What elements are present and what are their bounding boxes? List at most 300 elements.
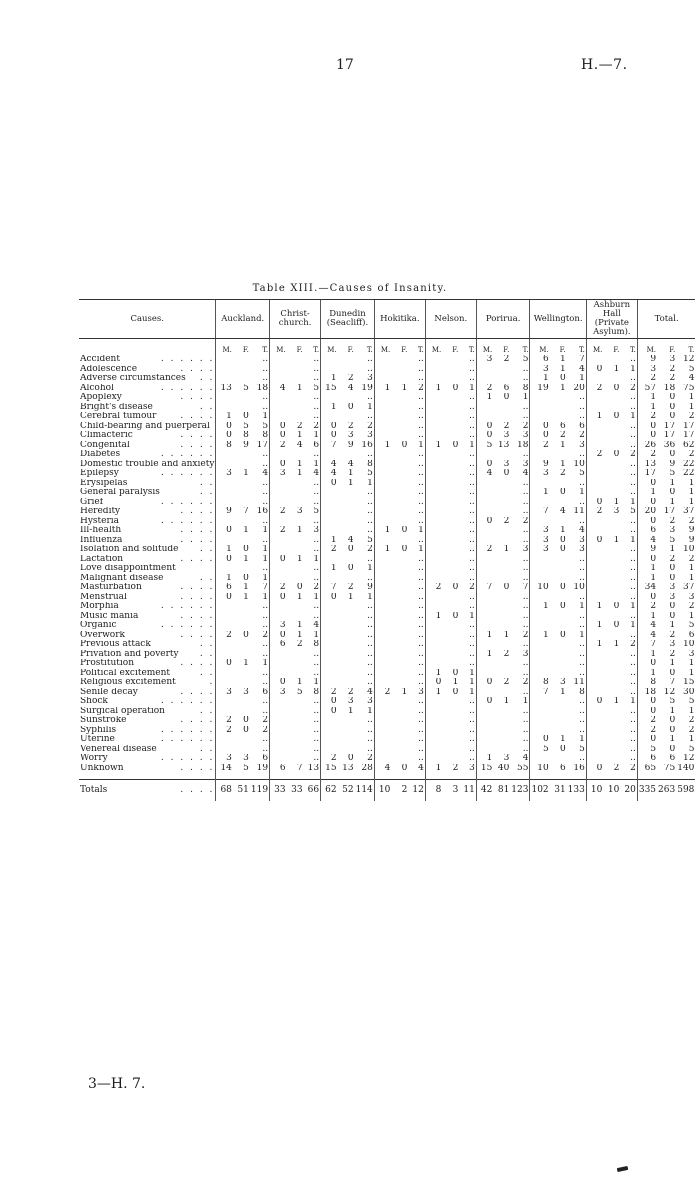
table-cell: 1 <box>367 706 373 716</box>
table-cell: 0 <box>503 469 510 478</box>
table-cell <box>391 574 408 584</box>
table-cell <box>493 659 510 669</box>
table-cell <box>603 688 620 698</box>
table-cell: 1 <box>243 592 249 602</box>
table-cell <box>425 460 442 470</box>
table-cell: 1 <box>669 735 676 744</box>
table-cell <box>391 678 408 688</box>
table-cell <box>321 412 338 422</box>
table-cell: 8 <box>313 640 320 649</box>
table-cell: 3 <box>579 440 585 450</box>
table-cell: .. <box>367 393 373 402</box>
table-cell: 1 <box>688 668 695 678</box>
table-row <box>79 754 695 764</box>
table-cell <box>233 450 250 460</box>
table-cell: 17 <box>663 431 676 440</box>
table-cell: 34 <box>637 583 657 593</box>
table-cell <box>493 498 510 508</box>
table-cell: 0 <box>216 431 233 441</box>
table-cell: 7 <box>296 763 303 773</box>
leader-dots: . . . . <box>180 716 215 725</box>
leader-dots: . . . . <box>180 526 215 535</box>
table-cell <box>321 355 338 365</box>
table-cell: .. <box>522 364 529 374</box>
table-cell: 5 <box>579 469 585 478</box>
table-cell: .. <box>418 374 424 383</box>
table-cell <box>476 555 493 565</box>
table-cell <box>442 716 459 726</box>
table-cell: .. <box>469 364 475 374</box>
table-cell: 15 <box>321 764 338 774</box>
table-cell: .. <box>418 668 424 678</box>
table-cell: 6 <box>262 687 269 697</box>
table-cell: 0 <box>637 593 657 603</box>
table-cell: 1 <box>243 469 249 478</box>
table-cell: 2 <box>367 545 373 554</box>
table-cell: .. <box>313 744 320 754</box>
table-cell: 1 <box>613 535 620 545</box>
table-cell: .. <box>469 412 475 421</box>
subheader-label: M. <box>374 339 391 356</box>
table-cell <box>603 574 620 584</box>
table-cell <box>425 574 442 584</box>
table-cell <box>270 545 287 555</box>
table-cell: .. <box>418 725 424 735</box>
table-row <box>79 469 695 479</box>
cause-name: Organic <box>80 621 117 630</box>
table-cell <box>442 621 459 631</box>
table-cell: 1 <box>262 592 269 602</box>
table-cell <box>374 726 391 736</box>
table-cell <box>425 422 442 432</box>
table-cell: 3 <box>270 621 287 631</box>
table-cell: .. <box>469 592 475 602</box>
table-cell: .. <box>469 459 475 469</box>
table-cell: 0 <box>243 630 249 640</box>
table-cell: 0 <box>270 678 287 688</box>
table-cell <box>530 479 550 489</box>
table-cell: .. <box>418 697 424 706</box>
table-cell <box>442 488 459 498</box>
table-cell <box>321 621 338 631</box>
table-cell: 5 <box>669 535 676 545</box>
table-cell: 3 <box>522 459 529 469</box>
table-cell <box>374 574 391 584</box>
table-cell <box>391 602 408 612</box>
table-cell: 2 <box>452 763 459 773</box>
table-cell: 0 <box>669 716 676 725</box>
table-cell <box>442 593 459 603</box>
leader-dots: . . . . <box>180 507 215 516</box>
table-cell <box>270 659 287 669</box>
table-cell <box>586 564 603 574</box>
table-cell <box>321 498 338 508</box>
table-cell <box>550 450 567 460</box>
table-cell: 0 <box>243 725 249 735</box>
table-cell: 13 <box>342 763 354 773</box>
table-cell: 0 <box>637 431 657 441</box>
subheader-label: F. <box>296 345 303 354</box>
table-cell: 1 <box>262 412 269 421</box>
table-cell: .. <box>367 611 373 621</box>
subheader-label: T. <box>629 345 636 354</box>
table-cell: 55 <box>517 763 529 773</box>
table-cell <box>425 631 442 641</box>
table-cell <box>374 564 391 574</box>
table-cell <box>530 726 550 736</box>
table-cell: .. <box>522 412 529 421</box>
table-cell: 7 <box>579 355 585 364</box>
subheader-label: M. <box>476 339 493 356</box>
cause-name: Music mania <box>80 611 139 621</box>
table-cell <box>391 735 408 745</box>
table-cell: 6 <box>313 440 320 450</box>
table-cell <box>216 650 233 660</box>
table-cell: 1 <box>374 441 391 451</box>
cause-name: Influenza <box>80 535 123 545</box>
table-cell: 0 <box>586 536 603 546</box>
table-cell: .. <box>630 488 636 497</box>
table-cell <box>391 403 408 413</box>
table-cell <box>374 707 391 717</box>
table-cell: 14 <box>216 764 233 774</box>
table-cell <box>374 612 391 622</box>
table-cell: 11 <box>573 678 585 687</box>
table-cell: .. <box>418 678 424 687</box>
table-cell: 1 <box>469 687 475 697</box>
table-cell <box>338 640 355 650</box>
table-cell <box>603 374 620 384</box>
table-cell: .. <box>418 649 424 659</box>
table-cell: 1 <box>688 393 695 402</box>
table-cell <box>493 612 510 622</box>
table-cell <box>391 726 408 736</box>
table-cell: 2 <box>270 507 287 517</box>
table-cell <box>321 507 338 517</box>
table-cell: 2 <box>559 469 566 478</box>
cause-name: Congenital <box>80 440 130 450</box>
table-cell: 1 <box>347 478 354 488</box>
table-cell <box>391 469 408 479</box>
table-cell: 17 <box>663 421 676 431</box>
table-cell: 1 <box>469 440 475 450</box>
cause-label <box>79 669 216 679</box>
table-cell: 1 <box>313 678 320 687</box>
table-cell: .. <box>262 535 269 545</box>
table-cell: 28 <box>361 763 373 773</box>
table-cell: 1 <box>425 612 442 622</box>
cause-name: Lactation <box>80 554 124 564</box>
leader-dots: . . . . . . <box>160 469 215 478</box>
table-cell <box>442 735 459 745</box>
leader-dots: . . . . . . <box>160 383 215 393</box>
table-cell: .. <box>579 592 585 602</box>
table-cell: 8 <box>262 431 269 440</box>
table-cell: 3 <box>367 697 373 706</box>
table-cell <box>493 374 510 384</box>
table-cell: 0 <box>347 545 354 554</box>
table-cell: 2 <box>522 678 529 687</box>
table-cell: .. <box>313 697 320 706</box>
table-cell: .. <box>522 735 529 744</box>
table-cell: 0 <box>530 431 550 441</box>
totals-row <box>79 780 695 802</box>
totals-cell: 31 <box>550 780 567 802</box>
totals-cell: 3 <box>442 780 459 802</box>
table-cell: 9 <box>688 526 695 535</box>
table-cell: .. <box>313 725 320 735</box>
table-cell: 2 <box>367 421 373 431</box>
table-cell <box>270 697 287 707</box>
cause-name: Epilepsy <box>80 469 119 478</box>
table-cell: 1 <box>586 621 603 631</box>
table-cell <box>391 498 408 508</box>
table-cell: .. <box>418 516 424 526</box>
table-cell: .. <box>313 706 320 716</box>
table-cell: .. <box>418 640 424 649</box>
table-cell <box>550 612 567 622</box>
table-cell <box>321 365 338 375</box>
table-cell <box>493 412 510 422</box>
table-cell <box>391 754 408 764</box>
table-cell: .. <box>522 507 529 516</box>
table-cell <box>270 479 287 489</box>
table-cell <box>233 460 250 470</box>
table-cell: 7 <box>522 583 529 592</box>
table-cell <box>586 555 603 565</box>
table-cell: 10 <box>573 459 585 469</box>
table-row <box>79 678 695 688</box>
table-cell: .. <box>367 621 373 630</box>
table-cell: 0 <box>270 593 287 603</box>
table-cell: .. <box>418 431 424 440</box>
table-cell: 9 <box>243 440 249 450</box>
subheader-label: M. <box>425 339 442 356</box>
table-cell: 3 <box>243 687 249 697</box>
table-cell: 0 <box>216 526 233 536</box>
table-cell <box>338 659 355 669</box>
table-cell <box>586 707 603 717</box>
subheader-label: F. <box>452 345 459 354</box>
table-cell: 1 <box>367 592 373 602</box>
cause-label <box>79 526 216 536</box>
table-cell: .. <box>418 421 424 431</box>
cause-name: Privation and poverty <box>80 649 179 659</box>
table-cell: .. <box>522 640 529 649</box>
totals-cell: 20 <box>620 780 637 802</box>
table-cell: 3 <box>669 592 676 602</box>
table-row <box>79 697 695 707</box>
table-cell <box>233 602 250 612</box>
table-cell <box>287 650 304 660</box>
table-cell: 140 <box>677 763 695 773</box>
cause-name: Child-bearing and puerperal <box>80 421 210 431</box>
leader-dots: . . <box>199 488 215 497</box>
table-cell <box>442 650 459 660</box>
cause-label <box>79 412 216 422</box>
leader-dots: . . . . <box>180 659 215 668</box>
table-cell <box>476 602 493 612</box>
leader-dots: . <box>209 678 215 687</box>
table-cell: 5 <box>579 744 585 754</box>
table-cell: 1 <box>559 440 566 450</box>
table-cell <box>425 745 442 755</box>
table-cell: 2 <box>522 516 529 526</box>
table-cell: 57 <box>637 384 657 394</box>
table-cell <box>233 621 250 631</box>
table-cell: 65 <box>637 764 657 774</box>
table-cell: 0 <box>637 555 657 565</box>
table-cell: 1 <box>688 611 695 621</box>
table-cell <box>321 555 338 565</box>
table-cell: .. <box>418 611 424 621</box>
table-cell <box>391 612 408 622</box>
table-cell: 0 <box>270 431 287 441</box>
table-cell: 0 <box>270 555 287 565</box>
table-cell: 8 <box>522 383 529 393</box>
table-cell <box>287 355 304 365</box>
table-cell: .. <box>630 469 636 478</box>
cause-label <box>79 479 216 489</box>
table-cell <box>550 393 567 403</box>
table-cell: 2 <box>669 374 676 383</box>
table-cell: 1 <box>313 459 320 469</box>
cause-name: Worry <box>80 754 108 763</box>
table-cell <box>603 422 620 432</box>
table-cell <box>425 621 442 631</box>
table-cell <box>425 697 442 707</box>
cause-label <box>79 536 216 546</box>
table-cell: 0 <box>452 383 459 393</box>
leader-dots: . . . . <box>180 554 215 564</box>
table-cell <box>391 716 408 726</box>
table-cell <box>476 450 493 460</box>
table-cell <box>442 355 459 365</box>
table-cell: 0 <box>669 668 676 678</box>
table-cell <box>476 526 493 536</box>
totals-cell: 10 <box>374 780 391 802</box>
table-cell: 4 <box>418 763 424 773</box>
table-cell <box>391 412 408 422</box>
table-cell <box>338 517 355 527</box>
subheader-label: T. <box>262 345 269 354</box>
table-cell: 0 <box>321 479 338 489</box>
table-cell: .. <box>522 602 529 611</box>
table-cell: .. <box>367 507 373 516</box>
table-cell <box>603 393 620 403</box>
table-cell: 9 <box>637 545 657 555</box>
table-cell <box>550 640 567 650</box>
table-cell: 2 <box>367 754 373 763</box>
table-cell: 0 <box>530 422 550 432</box>
table-cell: 6 <box>637 754 657 764</box>
table-cell <box>425 526 442 536</box>
totals-cell: 51 <box>233 780 250 802</box>
table-cell <box>287 450 304 460</box>
table-cell: 18 <box>663 383 676 393</box>
table-row <box>79 716 695 726</box>
table-cell: 6 <box>579 421 585 431</box>
table-cell <box>586 355 603 365</box>
table-cell: .. <box>367 355 373 364</box>
totals-cell: 123 <box>510 780 530 802</box>
table-cell: .. <box>262 364 269 374</box>
table-cell <box>338 678 355 688</box>
column-group-header-christchurch: Christ-church. <box>270 300 321 339</box>
cause-label <box>79 735 216 745</box>
table-cell: 2 <box>270 441 287 451</box>
table-cell <box>493 365 510 375</box>
table-cell: 1 <box>469 678 475 687</box>
table-cell: 1 <box>669 478 676 488</box>
cause-name: Masturbation <box>80 583 142 592</box>
table-cell: 2 <box>418 383 424 393</box>
table-cell: 0 <box>476 697 493 707</box>
totals-cell: 11 <box>459 780 476 802</box>
table-cell: .. <box>262 478 269 488</box>
table-cell: 0 <box>270 460 287 470</box>
table-cell: 13 <box>497 440 510 450</box>
table-cell <box>233 479 250 489</box>
table-cell: 6 <box>530 355 550 365</box>
table-cell <box>586 593 603 603</box>
table-cell <box>586 735 603 745</box>
table-cell: 0 <box>586 365 603 375</box>
table-cell: 1 <box>530 488 550 498</box>
table-cell: 1 <box>347 469 354 478</box>
table-cell <box>374 621 391 631</box>
table-cell: .. <box>262 459 269 469</box>
table-cell: 37 <box>682 583 695 592</box>
table-cell: 18 <box>517 440 529 450</box>
table-cell <box>425 707 442 717</box>
table-cell: 1 <box>559 364 566 374</box>
table-cell <box>216 498 233 508</box>
table-cell: .. <box>522 564 529 573</box>
table-cell: 12 <box>682 754 695 763</box>
table-cell: .. <box>630 611 636 621</box>
table-cell: 2 <box>688 516 695 526</box>
table-row <box>79 460 695 470</box>
table-cell: 2 <box>530 441 550 451</box>
table-cell: .. <box>579 640 585 649</box>
table-cell: .. <box>313 545 320 554</box>
table-cell: .. <box>522 659 529 668</box>
table-cell: .. <box>469 754 475 763</box>
table-cell: 6 <box>216 583 233 593</box>
cause-label <box>79 564 216 574</box>
leader-dots: . . <box>199 706 215 716</box>
table-cell: 1 <box>586 602 603 612</box>
table-cell <box>425 602 442 612</box>
table-cell: 0 <box>347 754 354 763</box>
table-cell: .. <box>367 554 373 564</box>
table-cell: 1 <box>401 687 408 697</box>
table-cell: 4 <box>262 469 269 478</box>
table-cell: .. <box>579 621 585 630</box>
table-cell: .. <box>367 678 373 687</box>
table-cell <box>442 460 459 470</box>
table-cell <box>442 659 459 669</box>
totals-cell: 52 <box>338 780 355 802</box>
table-cell: 6 <box>270 640 287 650</box>
table-cell: .. <box>522 554 529 564</box>
table-cell <box>493 716 510 726</box>
table-cell: 1 <box>243 554 249 564</box>
table-cell <box>425 545 442 555</box>
table-cell <box>287 374 304 384</box>
table-cell: 1 <box>688 706 695 716</box>
